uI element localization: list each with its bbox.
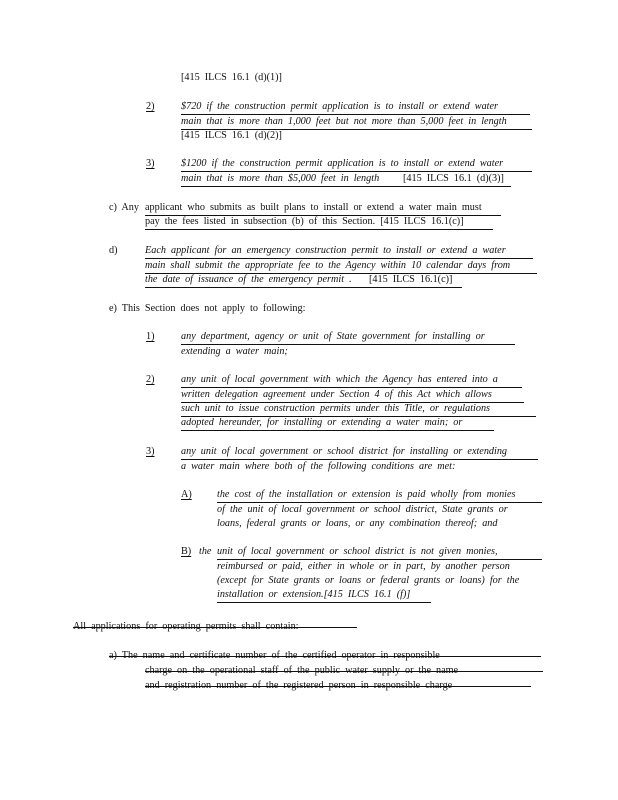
item-e3-underline-1 bbox=[181, 459, 538, 460]
paragraph-d-line-1: Each applicant for an emergency construction permit to install or extend a water bbox=[145, 245, 506, 256]
item-e3-number: 3) bbox=[146, 446, 155, 457]
item-e1-underline-1 bbox=[181, 344, 515, 345]
paragraph-d-line-3: the date of issuance of the emergency permit . bbox=[145, 274, 352, 285]
item-e3a-line-2: of the unit of local government or school district, State grants or bbox=[217, 504, 508, 515]
item-e2-underline-4 bbox=[181, 430, 494, 431]
item-e3b-the: the bbox=[199, 546, 212, 557]
operating-permits-a-line-1: a) The name and certificate number of the certified operator in responsible bbox=[109, 650, 440, 661]
operating-permits-a-line-2: charge on the operational staff of the public water supply or the name bbox=[145, 665, 459, 676]
item-e3b-number: B) bbox=[181, 546, 192, 557]
operating-permits-strikethrough bbox=[73, 627, 357, 628]
item-3-underline-2 bbox=[181, 186, 511, 187]
operating-permits-a-line-3: and registration number of the registered person in responsible charge bbox=[145, 680, 453, 691]
paragraph-c-underline-2 bbox=[145, 229, 493, 230]
item-e3a-underline-1 bbox=[217, 502, 542, 503]
paragraph-d-label: d) bbox=[109, 245, 118, 256]
citation-d1: [415 ILCS 16.1 (d)(1)] bbox=[181, 72, 282, 83]
item-2-number: 2) bbox=[146, 101, 155, 112]
operating-permits-a-strike-3 bbox=[145, 686, 531, 687]
item-e3a-line-1: the cost of the installation or extension is paid wholly from monies bbox=[217, 489, 516, 500]
item-e2-underline-1 bbox=[181, 387, 522, 388]
paragraph-d-line-2: main shall submit the appropriate fee to the Agency within 10 calendar days from bbox=[145, 260, 511, 271]
paragraph-c-line-1: applicant who submits as built plans to install or extend a water main must bbox=[145, 202, 482, 213]
item-2-line-1: $720 if the construction permit application is to install or extend water bbox=[181, 101, 498, 112]
item-e3b-underline-1 bbox=[217, 559, 542, 560]
item-e2-line-2: written delegation agreement under Section 4 of this Act which allows bbox=[181, 389, 492, 400]
item-e3b-line-4: installation or extension.[415 ILCS 16.1 (f)] bbox=[217, 589, 411, 600]
paragraph-d-citation: [415 ILCS 16.1(c)] bbox=[369, 274, 453, 285]
item-e3b-underline-4 bbox=[217, 602, 431, 603]
item-e3b-line-3: (except for State grants or loans or federal grants or loans) for the bbox=[217, 575, 520, 586]
item-2-citation: [415 ILCS 16.1 (d)(2)] bbox=[181, 130, 282, 141]
item-3-number: 3) bbox=[146, 158, 155, 169]
paragraph-c-lead: c) Any bbox=[109, 202, 139, 213]
item-e2-line-1: any unit of local government with which the Agency has entered into a bbox=[181, 374, 498, 385]
item-e2-line-3: such unit to issue construction permits under this Title, or regulations bbox=[181, 403, 491, 414]
item-e3a-number: A) bbox=[181, 489, 192, 500]
item-e1-number: 1) bbox=[146, 331, 155, 342]
operating-permits-a-strike-2 bbox=[145, 671, 543, 672]
operating-permits-heading: All applications for operating permits shall contain: bbox=[73, 621, 299, 632]
paragraph-e-lead: e) This Section does not apply to following: bbox=[109, 303, 306, 314]
item-e3-line-1: any unit of local government or school district for installing or extending bbox=[181, 446, 508, 457]
item-e1-line-2: extending a water main; bbox=[181, 346, 288, 357]
paragraph-d-underline-1 bbox=[145, 258, 533, 259]
paragraph-d-underline-3 bbox=[145, 287, 462, 288]
item-3-underline-1 bbox=[181, 171, 532, 172]
item-2-line-2: main that is more than 1,000 feet but not more than 5,000 feet in length bbox=[181, 116, 507, 127]
item-3-line-2: main that is more than $5,000 feet in length bbox=[181, 173, 380, 184]
item-e2-number: 2) bbox=[146, 374, 155, 385]
item-e2-line-4: adopted hereunder, for installing or extending a water main; or bbox=[181, 417, 463, 428]
item-e3b-line-2: reimbursed or paid, either in whole or in part, by another person bbox=[217, 561, 510, 572]
item-3-line-1: $1200 if the construction permit application is to install or extend water bbox=[181, 158, 504, 169]
operating-permits-a-strike-1 bbox=[109, 656, 541, 657]
item-e1-line-1: any department, agency or unit of State government for installing or bbox=[181, 331, 485, 342]
paragraph-c-line-2: pay the fees listed in subsection (b) of this Section. [415 ILCS 16.1(c)] bbox=[145, 216, 464, 227]
item-e3b-line-1: unit of local government or school district is not given monies, bbox=[217, 546, 498, 557]
item-e3-line-2: a water main where both of the following conditions are met: bbox=[181, 461, 456, 472]
item-e3a-line-3: loans, federal grants or loans, or any combination thereof; and bbox=[217, 518, 498, 529]
item-2-underline-1 bbox=[181, 114, 530, 115]
item-3-citation: [415 ILCS 16.1 (d)(3)] bbox=[403, 173, 504, 184]
